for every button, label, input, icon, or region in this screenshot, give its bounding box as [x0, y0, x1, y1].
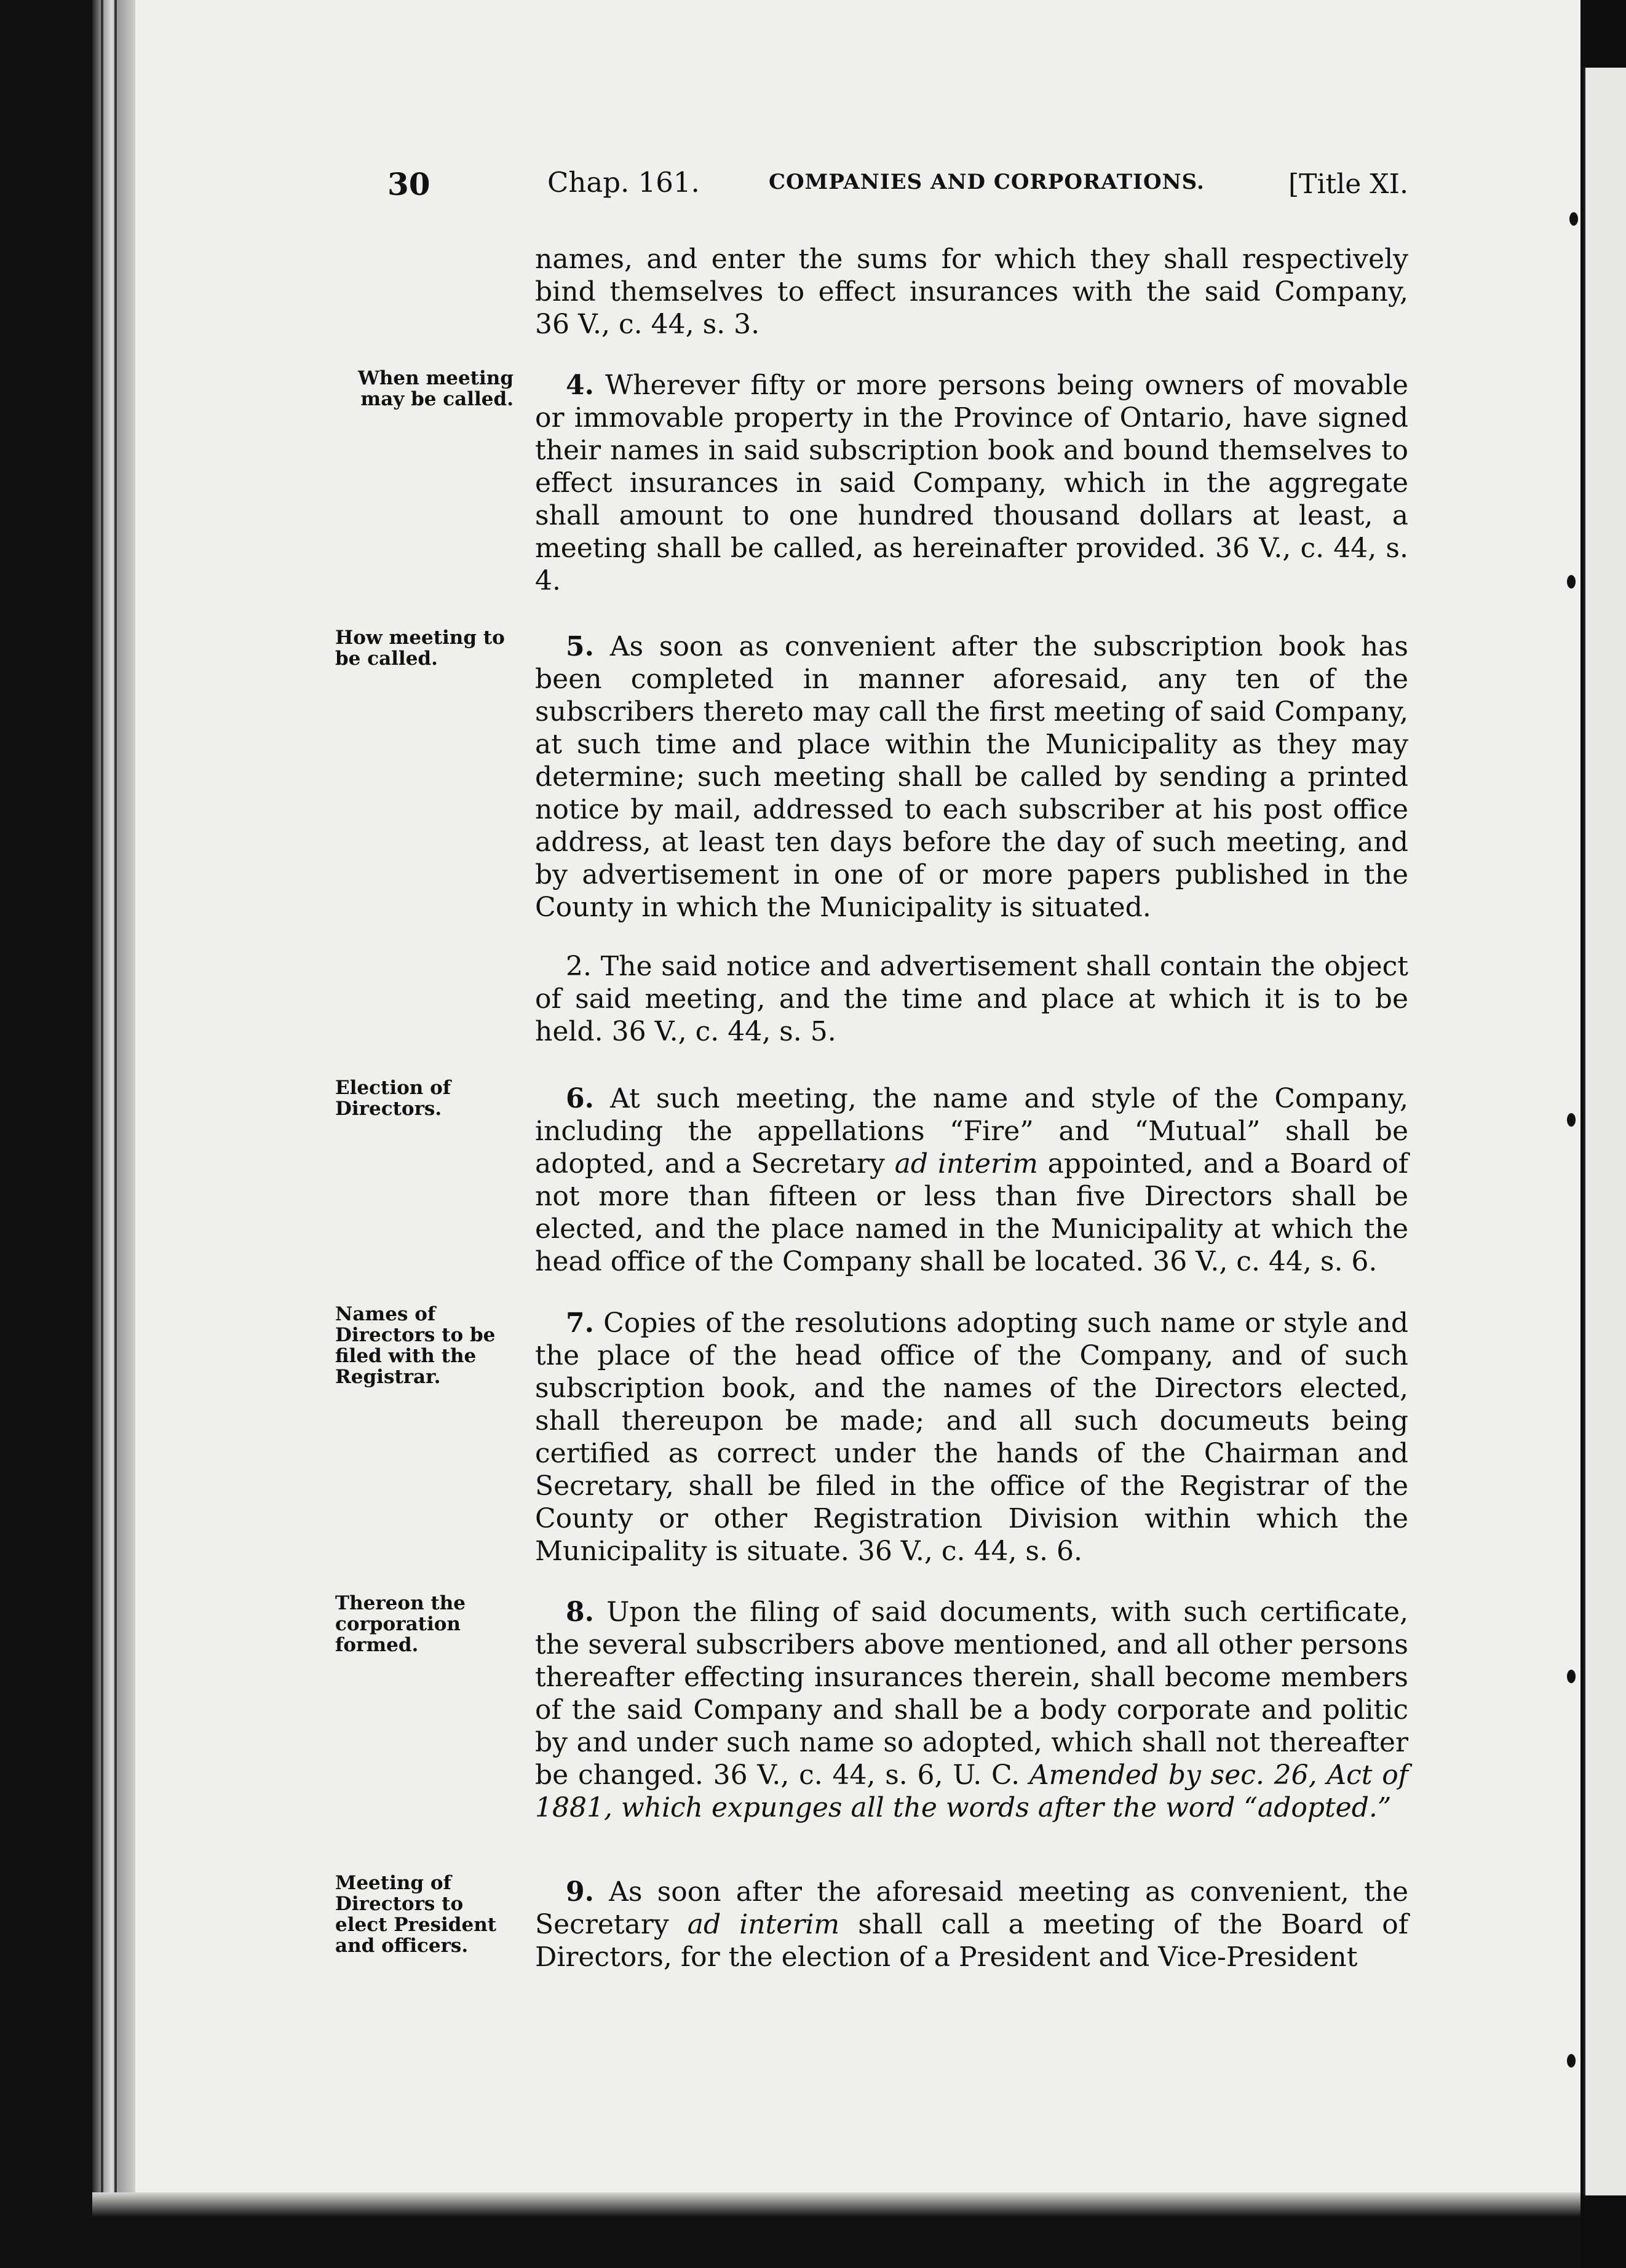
section-number: 5. — [566, 631, 594, 662]
italic-phrase: ad interim — [894, 1148, 1038, 1180]
section-3-continuation — [535, 243, 1408, 341]
section-9 — [535, 1876, 1408, 1973]
chapter-label: Chap. 161. — [547, 166, 700, 199]
side-note: Election of Directors. — [335, 1077, 451, 1120]
section-5 — [535, 630, 1408, 924]
page-number: 30 — [387, 166, 430, 202]
section-text: shall call a meeting of the Board of Directors, for the election of a President and Vice-President — [535, 1909, 1408, 1973]
binding-mark — [1569, 212, 1578, 226]
section-4 — [535, 369, 1408, 597]
binding-mark — [1567, 1670, 1576, 1683]
section-text: Upon the filing of said documents, with such certificate, the several subscribers above mentioned, and all other persons thereafter effecting insurances therein, shall become members of the said Company and shall be a body corporate and politic by and under such name so adopted, which shall not thereafter be changed. 36 V., c. 44, s. 6, U. C. — [535, 1596, 1408, 1791]
section-7 — [535, 1307, 1408, 1568]
binding-mark — [1567, 2054, 1576, 2068]
section-number: 4. — [566, 370, 594, 401]
title-reference: [Title XI. — [1288, 169, 1408, 200]
section-8 — [535, 1596, 1408, 1824]
section-text: Wherever fifty or more persons being owners of movable or immovable property in the Province of Ontario, have signed their names in said subscription book and bound themselves to effect insurances in said Company, which in the aggregate shall amount to one hundred thousand dollars at least, a meeting shall be called, as hereinafter provided. 36 V., c. 44, s. 4. — [535, 370, 1408, 597]
binding-mark — [1567, 575, 1576, 589]
section-number: 7. — [566, 1307, 594, 1339]
section-5-subsection-2 — [535, 950, 1408, 1048]
side-note: Thereon the corporation formed. — [335, 1592, 466, 1656]
section-6 — [535, 1082, 1408, 1278]
section-text: At such meeting, the name and style of the Company, including the appellations “Fire” and “Mutual” shall be adopted, and a Secretary — [535, 1083, 1408, 1180]
subsection-number: 2. — [566, 951, 592, 982]
section-text: Copies of the resolutions adopting such name or style and the place of the head office of the Company, and of such subscription book, and the names of the Directors elected, shall thereupon be made; and all such documeuts being certified as correct under the hands of the Chairman and Secretary, shall be filed in the office of the Registrar of the County or other Registration Division within which the Municipality is situate. 36 V., c. 44, s. 6. — [535, 1307, 1408, 1567]
bottom-page-edge — [92, 2192, 1580, 2268]
running-title: COMPANIES AND CORPORATIONS. — [769, 170, 1205, 194]
section-number: 9. — [566, 1876, 594, 1908]
side-note: Names of Directors to be filed with the Registrar. — [335, 1303, 496, 1388]
binding-mark — [1567, 1113, 1576, 1127]
section-text: As soon after the aforesaid meeting as convenient, the Secretary — [535, 1876, 1408, 1940]
section-text: names, and enter the sums for which they shall respectively bind themselves to effect insurances with the said Company, 36 V., c. 44, s. 3. — [535, 244, 1408, 340]
amendment-note: Amended by sec. 26, Act of 1881, which expunges all the words after the word “adopted.” — [535, 1759, 1408, 1823]
spine-line — [101, 0, 103, 2268]
spine-line — [114, 0, 117, 2268]
section-number: 6. — [566, 1083, 594, 1114]
section-number: 8. — [566, 1596, 594, 1628]
side-note: When meeting may be called. — [358, 367, 514, 410]
side-note: Meeting of Directors to elect President and officers. — [335, 1872, 497, 1957]
section-text: appointed, and a Board of not more than fifteen or less than five Directors shall be elected, and the place named in the Municipality at which the head office of the Company shall be located. 36 V., c. 44, s. 6. — [535, 1148, 1408, 1277]
facing-page-strip — [1584, 68, 1626, 2195]
section-text: The said notice and advertisement shall contain the object of said meeting, and the time and place at which it is to be held. 36 V., c. 44, s. 5. — [535, 951, 1408, 1047]
italic-phrase: ad interim — [687, 1909, 840, 1940]
running-header — [387, 166, 1408, 215]
side-note: How meeting to be called. — [335, 627, 505, 670]
section-text: As soon as convenient after the subscription book has been completed in manner aforesaid, any ten of the subscribers thereto may call the first meeting of said Company, at such time and place within the Municipality as they may determine; such meeting shall be called by sending a printed notice by mail, addressed to each subscriber at his post office address, at least ten days before the day of such meeting, and by advertisement in one of or more papers published in the County in which the Municipality is situated. — [535, 631, 1408, 923]
book-spine — [92, 0, 135, 2268]
